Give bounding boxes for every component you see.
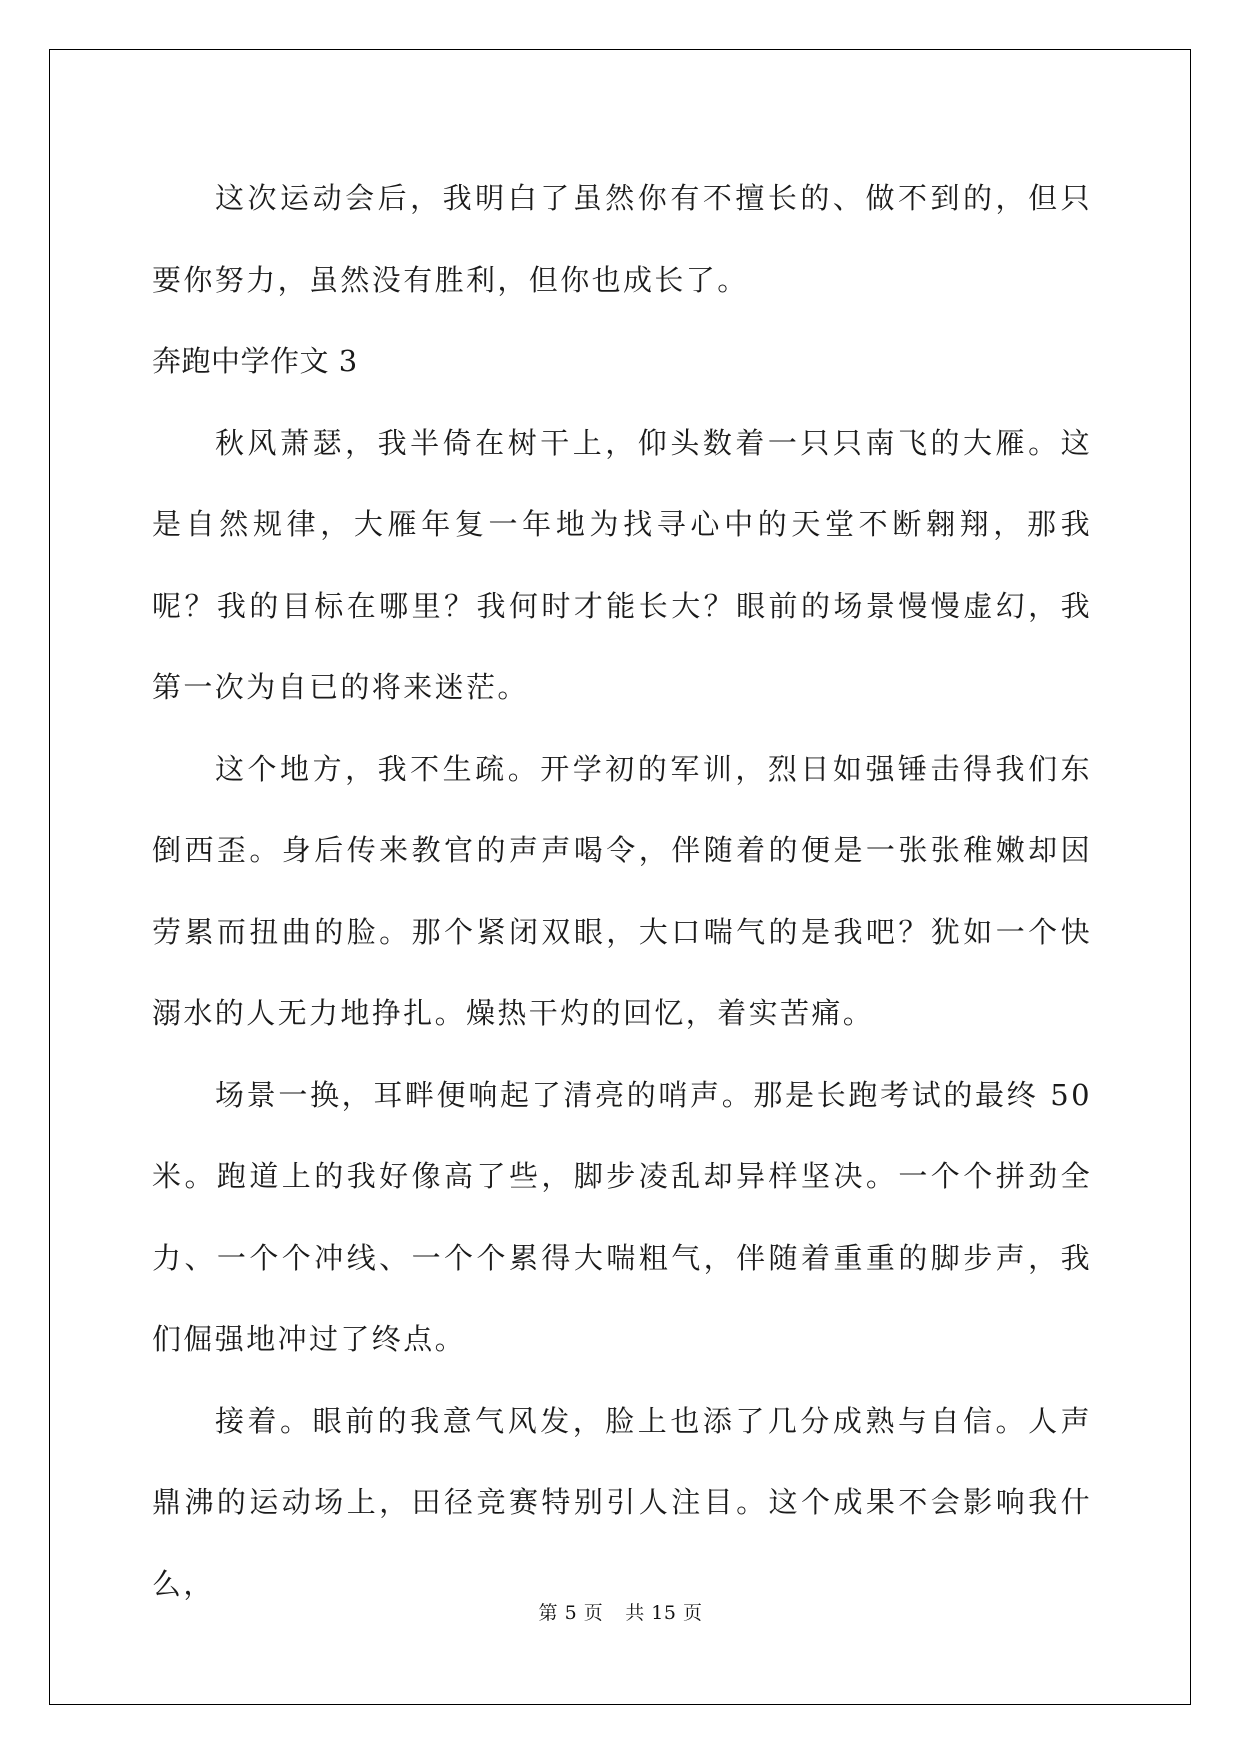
paragraph: 这个地方，我不生疏。开学初的军训，烈日如强锤击得我们东倒西歪。身后传来教官的声声喝令，伴随着的便是一张张稚嫩却因劳累而扭曲的脸。那个紧闭双眼，大口喘气的是我吧？犹如一个快溺水的人无力地挣扎。燥热干灼的回忆，着实苦痛。 xyxy=(152,751,1092,1030)
page-number: 第 5 页 xyxy=(538,1602,604,1624)
document-body xyxy=(152,158,1092,1625)
section-heading: 奔跑中学作文 3 xyxy=(152,344,358,378)
paragraph: 秋风萧瑟，我半倚在树干上，仰头数着一只只南飞的大雁。这是自然规律，大雁年复一年地为找寻心中的天堂不断翱翔，那我呢？我的目标在哪里？我何时才能长大？眼前的场景慢慢虚幻，我第一次为自已的将来迷茫。 xyxy=(152,425,1092,704)
page-footer xyxy=(0,1598,1241,1625)
paragraph: 接着。眼前的我意气风发，脸上也添了几分成熟与自信。人声鼎沸的运动场上，田径竞赛特别引人注目。这个成果不会影响我什么， xyxy=(152,1403,1092,1601)
paragraph: 场景一换，耳畔便响起了清亮的哨声。那是长跑考试的最终 50 米。跑道上的我好像高了些，脚步凌乱却异样坚决。一个个拼劲全力、一个个冲线、一个个累得大喘粗气，伴随着重重的脚步声，我们倔强地冲过了终点。 xyxy=(152,1077,1092,1356)
paragraph: 这次运动会后，我明白了虽然你有不擅长的、做不到的，但只要你努力，虽然没有胜利，但你也成长了。 xyxy=(152,181,1092,297)
page-total: 共 15 页 xyxy=(625,1602,703,1624)
